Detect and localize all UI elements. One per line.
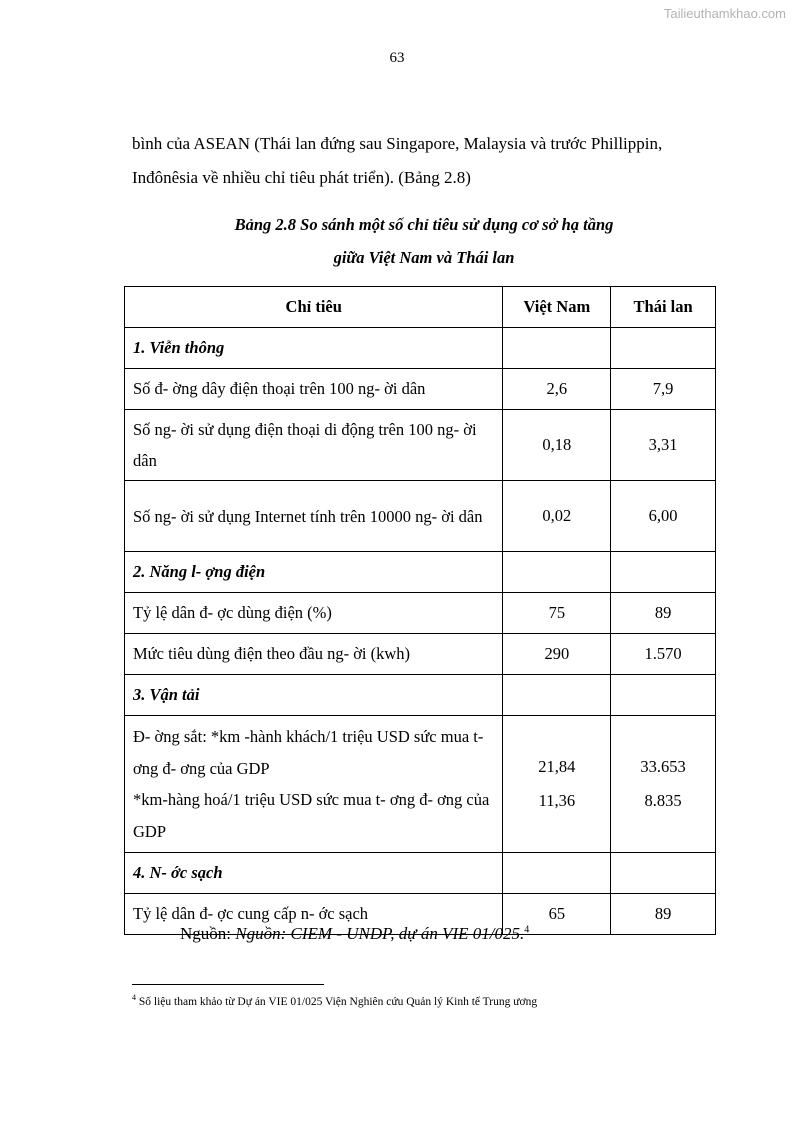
- empty-cell: [611, 328, 716, 369]
- footnote-number: 4: [132, 993, 136, 1002]
- source-prefix: Nguồn:: [180, 924, 236, 943]
- vietnam-value: 65: [503, 894, 611, 935]
- row-label: Số ng- ời sử dụng Internet tính trên 10000 ng- ời dân: [125, 481, 503, 552]
- footnote-reference[interactable]: 4: [524, 924, 530, 936]
- empty-cell: [503, 853, 611, 894]
- row-label: Mức tiêu dùng điện theo đầu ng- ời (kwh): [125, 634, 503, 675]
- table-row: [125, 593, 716, 634]
- footnote: [132, 993, 537, 1008]
- rail-freight-vietnam: 11,36: [538, 791, 576, 810]
- source-note: [180, 924, 529, 944]
- thailand-value: 1.570: [611, 634, 716, 675]
- rail-passenger-label: Đ- ờng sắt: *km -hành khách/1 triệu USD sức mua t- ơng đ- ơng của GDP: [133, 727, 484, 778]
- column-header-vietnam: Việt Nam: [503, 287, 611, 328]
- rail-freight-label: *km-hàng hoá/1 triệu USD sức mua t- ơng đ- ơng của GDP: [133, 790, 490, 841]
- watermark: Tailieuthamkhao.com: [663, 6, 786, 21]
- thailand-value: 6,00: [611, 481, 716, 552]
- page-number: 63: [389, 50, 405, 66]
- empty-cell: [611, 552, 716, 593]
- section-row: [125, 552, 716, 593]
- table-row: [125, 481, 716, 552]
- section-title: 4. N- ớc sạch: [125, 853, 503, 894]
- table-row: [125, 634, 716, 675]
- empty-cell: [611, 675, 716, 716]
- footnote-divider: [132, 984, 324, 985]
- section-title: 2. Năng l- ợng điện: [125, 552, 503, 593]
- thailand-value: 3,31: [611, 410, 716, 481]
- footnote-text: Số liệu tham khảo từ Dự án VIE 01/025 Viện Nghiên cứu Quản lý Kinh tế Trung ương: [138, 995, 538, 1008]
- paragraph-line: bình của ASEAN (Thái lan đứng sau Singapore, Malaysia và trước Phillippin,: [132, 134, 663, 153]
- thailand-value: [611, 716, 716, 853]
- vietnam-value: 75: [503, 593, 611, 634]
- row-label: [125, 716, 503, 853]
- vietnam-value: 0,18: [503, 410, 611, 481]
- thailand-value: 89: [611, 894, 716, 935]
- table-row: [125, 369, 716, 410]
- paragraph-line: Inđônêsia về nhiều chỉ tiêu phát triển). (Bảng 2.8): [132, 168, 471, 187]
- source-text: Nguồn: CIEM - UNDP, dự án VIE 01/025.: [235, 924, 525, 943]
- thailand-value: 89: [611, 593, 716, 634]
- body-paragraph: [132, 127, 732, 195]
- comparison-table: [124, 286, 716, 935]
- thailand-value: 7,9: [611, 369, 716, 410]
- row-label: Tỷ lệ dân đ- ợc dùng điện (%): [125, 593, 503, 634]
- caption-line: giữa Việt Nam và Thái lan: [333, 248, 515, 267]
- empty-cell: [503, 328, 611, 369]
- caption-line: Bảng 2.8 So sánh một số chỉ tiêu sử dụng cơ sở hạ tầng: [234, 215, 614, 234]
- vietnam-value: 2,6: [503, 369, 611, 410]
- section-row: [125, 675, 716, 716]
- table-row: [125, 716, 716, 853]
- empty-cell: [503, 675, 611, 716]
- section-row: [125, 853, 716, 894]
- row-label: Số ng- ời sử dụng điện thoại di động trên 100 ng- ời dân: [125, 410, 503, 481]
- rail-passenger-thailand: 33.653: [640, 757, 686, 776]
- rail-passenger-vietnam: 21,84: [538, 757, 576, 776]
- section-title: 1. Viễn thông: [125, 328, 503, 369]
- vietnam-value: [503, 716, 611, 853]
- row-label: Tỷ lệ dân đ- ợc cung cấp n- ớc sạch: [125, 894, 503, 935]
- vietnam-value: 0,02: [503, 481, 611, 552]
- table-header-row: [125, 287, 716, 328]
- empty-cell: [611, 853, 716, 894]
- section-title: 3. Vận tải: [125, 675, 503, 716]
- rail-freight-thailand: 8.835: [644, 791, 682, 810]
- empty-cell: [503, 552, 611, 593]
- column-header-indicator: Chỉ tiêu: [125, 287, 503, 328]
- vietnam-value: 290: [503, 634, 611, 675]
- section-row: [125, 328, 716, 369]
- column-header-thailand: Thái lan: [611, 287, 716, 328]
- table-caption: [124, 208, 724, 274]
- row-label: Số đ- ờng dây điện thoại trên 100 ng- ời dân: [125, 369, 503, 410]
- table-row: [125, 410, 716, 481]
